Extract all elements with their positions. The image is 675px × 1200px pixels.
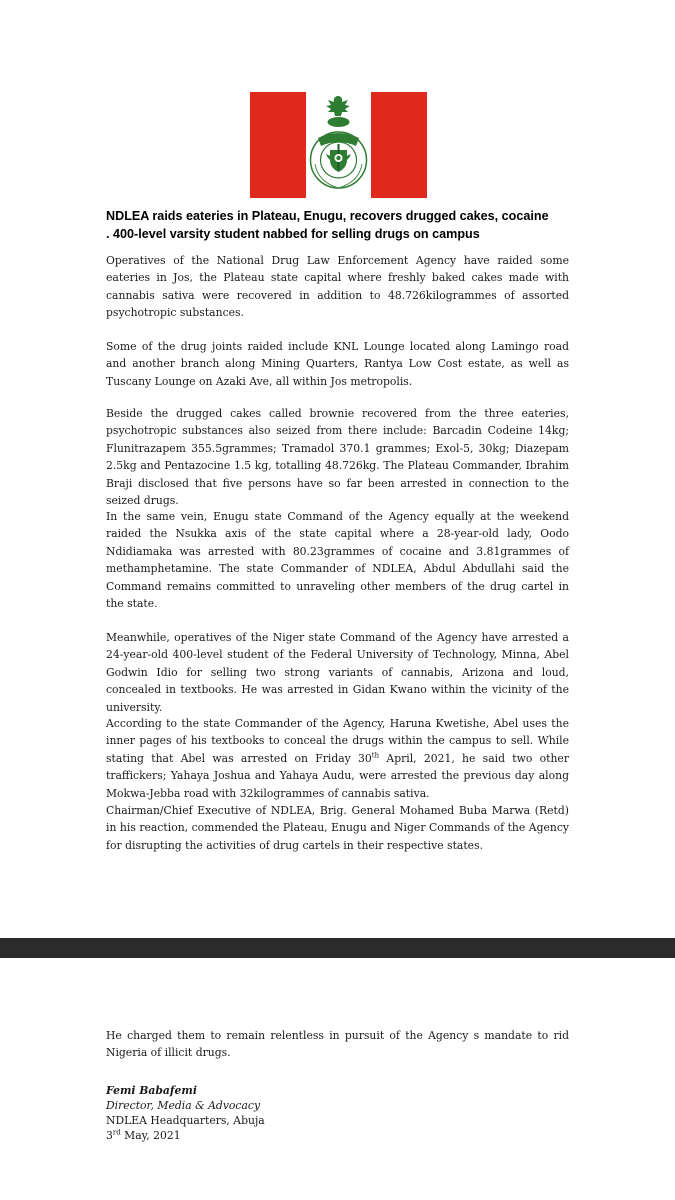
paragraph-4: In the same vein, Enugu state Command of the Agency equally at the weekend raided the Nsukka axis of the state capital where a 28-year-old lady, Oodo Ndidiamaka was arrested with 80.23grammes of cocaine and 3.81grammes of methamphetamine. The state Commander of NDLEA, Abdul Abdullahi said the Command remains committed to unraveling other members of the drug cartel in the state. <box>106 510 569 611</box>
press-release-title <box>106 208 576 243</box>
title-line-2: . 400-level varsity student nabbed for selling drugs on campus <box>106 226 480 241</box>
page-gap <box>0 938 675 958</box>
signature-office: NDLEA Headquarters, Abuja <box>106 1114 265 1127</box>
paragraph-6-ordinal: th <box>371 751 380 760</box>
date-ordinal: rd <box>112 1128 121 1137</box>
date-rest: May, 2021 <box>120 1129 181 1142</box>
paragraph-2: Some of the drug joints raided include KNL Lounge located along Lamingo road and another branch along Mining Quarters, Rantya Low Cost estate, as well as Tuscany Lounge on Azaki Ave, all within Jos metropolis. <box>106 340 569 388</box>
signature-date <box>106 1129 569 1144</box>
date-day: 3 <box>106 1129 113 1142</box>
title-line-1: NDLEA raids eateries in Plateau, Enugu, recovers drugged cakes, cocaine <box>106 209 549 223</box>
paragraph-7: Chairman/Chief Executive of NDLEA, Brig. General Mohamed Buba Marwa (Retd) in his reaction, commended the Plateau, Enugu and Niger Commands of the Agency for disrupting the activities of drug cartels in their respective states. <box>106 804 569 852</box>
flag-red-left <box>250 92 306 198</box>
signature-role: Director, Media & Advocacy <box>106 1099 261 1112</box>
paragraph-5: Meanwhile, operatives of the Niger state Command of the Agency have arrested a 24-year-old 400-level student of the Federal University of Technology, Minna, Abel Godwin Idio for selling two strong variants of cannabis, Arizona and loud, concealed in textbooks. He was arrested in Gidan Kwano within the vicinity of the university. <box>106 631 569 714</box>
document-page-2 <box>0 958 675 1200</box>
signature-name: Femi Babafemi <box>106 1084 197 1097</box>
paragraph-1: Operatives of the National Drug Law Enforcement Agency have raided some eateries in Jos, the Plateau state capital where freshly baked cakes made with cannabis sativa were recovered in addition to 48.726kilogrammes of assorted psychotropic substances. <box>106 254 569 320</box>
closing-paragraph: He charged them to remain relentless in pursuit of the Agency s mandate to rid Nigeria of illicit drugs. <box>106 1029 569 1060</box>
paragraph-3: Beside the drugged cakes called brownie recovered from the three eateries, psychotropic substances also seized from there include: Barcadin Codeine 14kg; Flunitrazapem 355.5grammes; Tramadol 370.1 grammes; Exol-5, 30kg; Diazepam 2.5kg and Pentazocine 1.5 kg, totalling 48.726kg. The Plateau Commander, Ibrahim Braji disclosed that five persons have so far been arrested in connection to the seized drugs. <box>106 407 569 508</box>
ndlea-emblem-icon <box>306 92 371 198</box>
paragraph-6-text-a: According to the state Commander of the Agency, Haruna Kwetishe, Abel uses the inner pages of his textbooks to conceal the drugs within the campus to sell. While stating that Abel was arrested on Friday 30 <box>106 717 569 765</box>
paragraph-6-text-b: April, 2021, he said two other traffickers; Yahaya Joshua and Yahaya Audu, were arrested the previous day along Mokwa-Jebba road with 32kilogrammes of cannabis sativa. <box>106 751 569 800</box>
paragraph-6 <box>106 715 569 802</box>
flag-red-right <box>371 92 427 198</box>
